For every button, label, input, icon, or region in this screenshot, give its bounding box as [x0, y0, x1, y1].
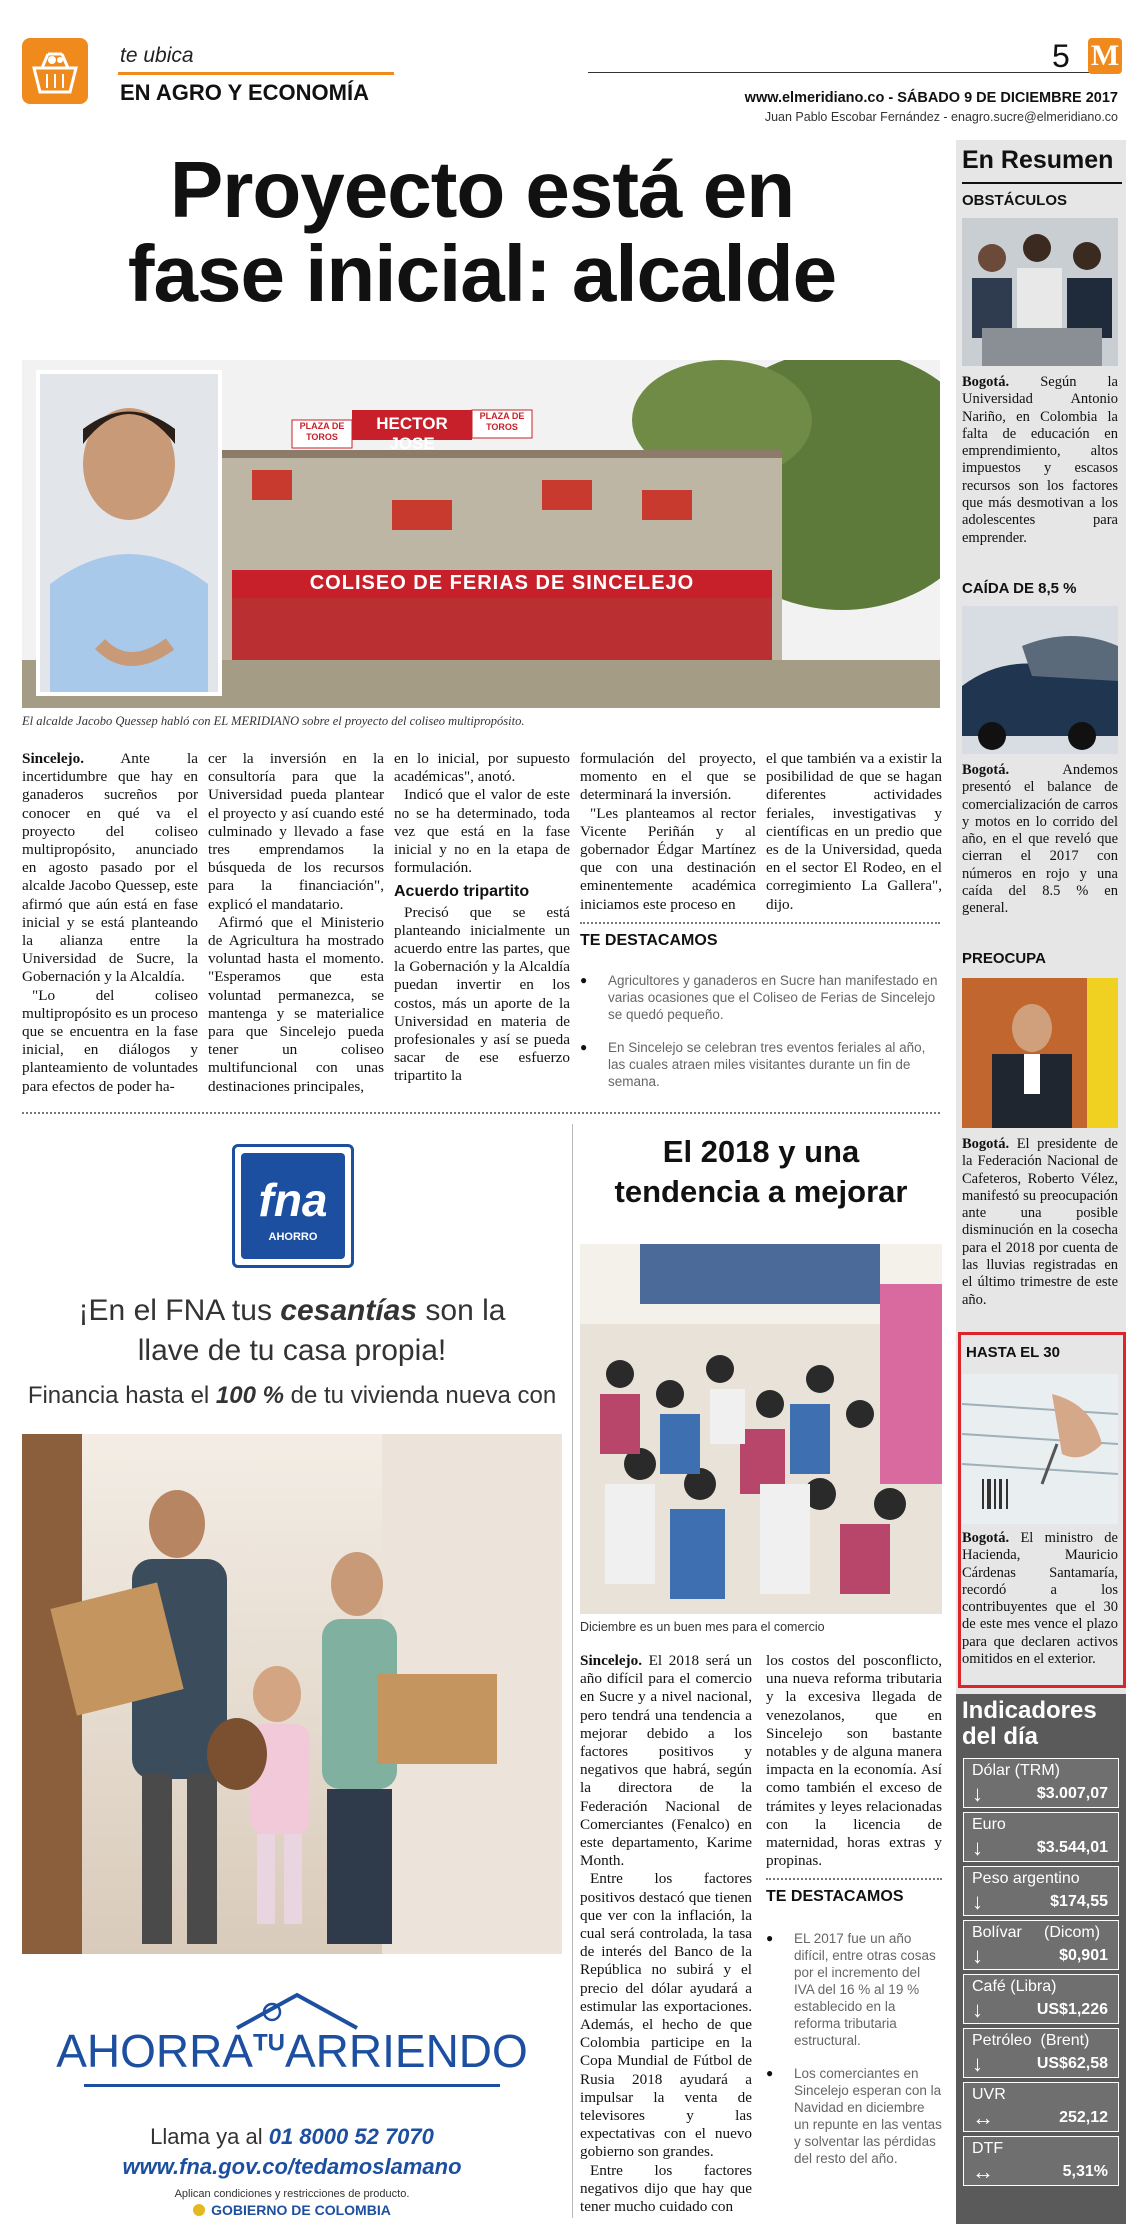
indicator-value: US$62,58 [1036, 2055, 1108, 2072]
section-logo [22, 38, 88, 104]
fna-brand-left: AHORRA [56, 2025, 253, 2077]
sidebar-item-lead: Bogotá. [962, 1136, 1010, 1152]
sidebar-title: En Resumen [962, 146, 1114, 174]
fna-phone-pre: Llama ya al [150, 2124, 269, 2149]
main-col1-p1-text: Ante la incertidumbre que hay en ganaderos sucreños por conocer en qué va el proyecto del coliseo multipropósito, anunciado en agosto pasado por el alcalde Jacobo Quessep, este afirmó que aún está en fase inicial y se está planteando la alianza entre la Universidad de Sucre, la Gobernación y la Alcaldía. [22, 750, 198, 986]
sign-plaza-left: PLAZA DE TOROS [299, 421, 345, 442]
sidebar-title-rule [962, 182, 1122, 184]
section-kicker: te ubica [120, 44, 194, 67]
main-col-1 [22, 750, 198, 1096]
main-headline [22, 145, 942, 318]
basket-icon [22, 38, 88, 104]
list-item: ● Los comerciantes en Sincelejo esperan con la Navidad en diciembre un repunte en las ventas y solventar las pérdidas del resto del año. [766, 2065, 942, 2167]
indicators-title [962, 1698, 1097, 1750]
main-destacamos-title: TE DESTACAMOS [580, 932, 718, 949]
list-item: ● Agricultores y ganaderos en Sucre han manifestado en varias ocasiones que el Coliseo de Ferias de Sincelejo se quedó pequeño. [580, 972, 940, 1023]
main-col2-p1: cer la inversión en la consultoría para que la Universidad pueda plantear el proyecto y así cuando esté culminado y llevado a fase tres emprendamos la búsqueda de los recursos para la financiación", explicó el mandatario. [208, 750, 384, 913]
family-illustration [22, 1434, 562, 1954]
cars-photo [962, 606, 1118, 754]
main-col3-subhead: Acuerdo tripartito [394, 883, 530, 901]
article2-destacamos-list [766, 1930, 942, 2183]
byline: Juan Pablo Escobar Fernández - enagro.sucre@elmeridiano.co [764, 110, 1118, 124]
indicators-title-line2: del día [962, 1723, 1039, 1750]
fna-line1 [22, 1294, 562, 1328]
fna-line3-post: de tu vivienda nueva con [283, 1382, 557, 1409]
fna-logo-sub: AHORRO [268, 1231, 318, 1243]
fna-conditions: Aplican condiciones y restricciones de producto. [174, 2188, 410, 2200]
sign-plaza-right: PLAZA DE TOROS [479, 411, 525, 432]
sign-coliseo: COLISEO DE FERIAS DE SINCELEJO [309, 572, 695, 594]
fna-logo-box [241, 1153, 345, 1259]
page-number: 5 [1052, 38, 1070, 74]
fna-url[interactable]: www.fna.gov.co/tedamoslamano [122, 2154, 462, 2179]
fna-line1-post: son la [417, 1294, 506, 1327]
sidebar-item-title: CAÍDA DE 8,5 % [962, 580, 1077, 597]
sidebar-item-text [962, 374, 1118, 547]
indicator-row [963, 1866, 1119, 1916]
main-col2-p2: Afirmó que el Ministerio de Agricultura ha mostrado voluntad hasta el momento. "Esperamos que esta voluntad permanezca, se mantenga y se materialice para que Sincelejo pueda tener un coliseo multifuncional con unas destinaciones principales, [208, 913, 384, 1095]
indicator-name: Petróleo (Brent) [972, 2032, 1090, 2049]
fna-brand-right: ARRIENDO [285, 2025, 528, 2077]
sidebar-item-body: Según la Universidad Antonio Nariño, en Colombia la falta de educación en emprendimiento, altos impuestos y escasos recursos son los factores que más desmotivan a los adolescentes para emprender. [962, 374, 1118, 546]
article2-col1-p1 [580, 1652, 752, 1870]
sidebar-item-title: OBSTÁCULOS [962, 192, 1067, 209]
indicator-name: Dólar (TRM) [972, 1762, 1060, 1779]
destacamos-rule-top [580, 922, 940, 924]
article2-destacamos-rule [766, 1878, 942, 1880]
gov-text: GOBIERNO DE COLOMBIA [211, 2202, 391, 2218]
main-col-4 [580, 750, 756, 914]
fna-logo-text: fna [258, 1174, 328, 1226]
indicator-name: UVR [972, 2086, 1006, 2103]
indicator-value: $174,55 [1050, 1893, 1108, 1910]
students-photo [962, 218, 1118, 366]
indicator-row [963, 1812, 1119, 1862]
down-arrow-icon: ↓ [972, 1835, 983, 1860]
site-date: www.elmeridiano.co - SÁBADO 9 DE DICIEMBRE 2017 [744, 90, 1118, 106]
article2-headline-line2: tendencia a mejorar [614, 1174, 908, 1209]
paper-logo-letter: M [1090, 39, 1120, 72]
sidebar-item-lead: Bogotá. [962, 1530, 1010, 1546]
fna-phone-num[interactable]: 01 8000 52 7070 [268, 2124, 434, 2149]
main-col1-lead: Sincelejo. [22, 750, 85, 767]
fna-line2: llave de tu casa propia! [137, 1334, 447, 1367]
article2-col1-p2: Entre los factores positivos destacó que tienen que ver con la inflación, la cual será controlada, la tasa de interés del Banco de la República no subirá y el precio del dólar ayudará a estimular las exportaciones. Además, el hecho de que Colombia participe en la Copa Mundial de Fútbol de Rusia 2018 ayudará a impulsar la venta de televisores y las expectativas con el nuevo gobierno son grandes. [580, 1870, 752, 2161]
fna-ad[interactable] [22, 1124, 562, 2214]
main-headline-line2: fase inicial: alcalde [127, 229, 837, 318]
indicator-value: 252,12 [1059, 2109, 1108, 2126]
main-col4-p2: "Les planteamos al rector Vicente Periñán y al gobernador Édgar Martínez que con una destinación eminentemente académica iniciamos este proceso en [580, 804, 756, 913]
family-photo [22, 1434, 562, 1954]
header-rule [588, 72, 1090, 73]
down-arrow-icon: ↓ [972, 1889, 983, 1914]
main-headline-line1: Proyecto está en [169, 145, 795, 234]
article2-col1-p3: Entre los factores negativos dijo que hay que tener mucho cuidado con [580, 2161, 752, 2216]
main-col3-p2: Indicó que el valor de este no se ha determinado, toda vez que está en la fase inicial y no en la etapa de formulación. [394, 786, 570, 877]
fna-brand-tu: TU [253, 2029, 285, 2057]
left-right-arrow-icon: ↔ [972, 2105, 994, 2130]
down-arrow-icon: ↓ [972, 1943, 983, 1968]
indicator-row [963, 2082, 1119, 2132]
indicator-value: 5,31% [1062, 2163, 1108, 2180]
indicators-title-line1: Indicadores [962, 1697, 1097, 1724]
indicator-row [963, 1920, 1119, 1970]
main-col1-p2: "Lo del coliseo multipropósito es un proceso que se encuentra en la fase inicial, en diálogos y planteamiento de voluntades para efectos de poder ha- [22, 986, 198, 1095]
left-right-arrow-icon: ↔ [972, 2159, 994, 2184]
indicator-name: Bolívar (Dicom) [972, 1924, 1101, 1941]
fna-logo [232, 1144, 354, 1268]
indicator-name: DTF [972, 2140, 1004, 2157]
section-rule [118, 72, 394, 75]
article2-col1-lead: Sincelejo. [580, 1652, 643, 1669]
list-item: ● En Sincelejo se celebran tres eventos feriales al año, las cuales atraen miles visitantes durante un fin de semana. [580, 1039, 940, 1090]
cafeteros-photo [962, 978, 1118, 1128]
ad-article-separator [572, 1124, 573, 2218]
article2-col1-p1-text: El 2018 será un año difícil para el comercio en Sucre y a nivel nacional, pero tendrá una tendencia a mejorar debido a los factores positivos y negativos que habrá, según la directora de la Federación Nacional de Comerciantes (Fenalco) en este departamento, Karime Month. [580, 1652, 752, 1870]
article2-col-1 [580, 1652, 752, 2216]
indicator-name: Peso argentino [972, 1870, 1080, 1887]
gov-footer [22, 2202, 562, 2218]
article2-col-2 [766, 1652, 942, 1870]
down-arrow-icon: ↓ [972, 1781, 983, 1806]
fna-line1-em: cesantías [280, 1294, 418, 1327]
indicator-row [963, 1758, 1119, 1808]
article2-headline-line1: El 2018 y una [662, 1134, 860, 1169]
article2-photo-caption: Diciembre es un buen mes para el comercio [580, 1620, 825, 1634]
fna-brand-underline [84, 2084, 500, 2087]
indicator-row [963, 1974, 1119, 2024]
sidebar-item-text [962, 762, 1118, 918]
main-col-3 [394, 750, 570, 1086]
article2-col2-p1: los costos del posconflicto, una nueva reforma tributaria y la excesiva llegada de venezolanos, que en Sincelejo son bastante notables y de alguna manera impacta en la economía. Así como también el exceso de trámites y leyes relacionadas con la licencia de maternidad, horas extras y propinas. [766, 1652, 942, 1870]
main-article-bottom-rule [22, 1112, 940, 1114]
indicator-row [963, 2028, 1119, 2078]
main-col-5 [766, 750, 942, 914]
article2-headline [580, 1132, 942, 1212]
indicator-name: Euro [972, 1816, 1006, 1833]
indicator-value: $3.544,01 [1036, 1839, 1108, 1856]
list-item: ● EL 2017 fue un año difícil, entre otras cosas por el incremento del IVA del 16 % al 19 % establecido en la reforma tributaria estructural. [766, 1930, 942, 2049]
main-col3-p3: Precisó que se está planteando inicialmente un acuerdo entre las partes, que la Gobernación y la Alcaldía puedan invertir en los costos, más un aporte de la Universidad en materia de profesionales y así se pueda sacar de ese esfuerzo tripartito la [394, 903, 570, 1085]
fna-line1-pre: ¡En el FNA tus [78, 1294, 281, 1327]
main-photo-caption: El alcalde Jacobo Quessep habló con EL MERIDIANO sobre el proyecto del coliseo multipropósito. [22, 714, 525, 728]
article2-destacamos-title: TE DESTACAMOS [766, 1888, 904, 1905]
market-photo [580, 1244, 942, 1614]
main-col1-p1 [22, 750, 198, 987]
sidebar-item-body: El ministro de Hacienda, Mauricio Cárdenas Santamaría, recordó a los contribuyentes que el 30 de este mes vence el plazo para que declaren activos omitidos en el exterior. [962, 1530, 1118, 1668]
section-title: EN AGRO Y ECONOMÍA [120, 80, 369, 105]
fna-brand [22, 2024, 562, 2078]
fna-line3-pre: Financia hasta el [27, 1382, 216, 1409]
sidebar-item-lead: Bogotá. [962, 374, 1010, 390]
sidebar-item-body: Andemos presentó el balance de comercialización de carros y motos en lo corrido del año, en el que reveló que cierran el 2017 con números en rojo y una caída del 8.5 % en general. [962, 762, 1118, 917]
main-col5-p1: el que también va a existir la posibilidad de que se hagan diferentes actividades feriales, investigativas y científicas en un predio que es de la Universidad, queda en el sector El Rodeo, en el corregimiento La Gallera", dijo. [766, 750, 942, 913]
sign-hector: HECTOR JOSE [376, 414, 448, 453]
mayor-illustration [40, 374, 218, 692]
paper-logo [1088, 38, 1122, 74]
down-arrow-icon: ↓ [972, 2051, 983, 2076]
main-col-2 [208, 750, 384, 1096]
sidebar-item-lead: Bogotá. [962, 762, 1010, 778]
tax-form-photo [962, 1374, 1118, 1524]
indicator-row [963, 2136, 1119, 2186]
fna-line3 [22, 1382, 562, 1410]
indicator-value: US$1,226 [1036, 2001, 1108, 2018]
sidebar-item-title: HASTA EL 30 [966, 1344, 1060, 1361]
fna-phone [22, 2124, 562, 2150]
market-illustration [580, 1244, 942, 1614]
main-col4-p1: formulación del proyecto, momento en el que se determinará la inversión. [580, 750, 756, 804]
main-destacamos-list [580, 972, 940, 1106]
sidebar-item-text [962, 1530, 1118, 1668]
sidebar-item-text [962, 1136, 1118, 1309]
gov-seal-icon [193, 2204, 205, 2216]
indicator-name: Café (Libra) [972, 1978, 1057, 1995]
down-arrow-icon: ↓ [972, 1997, 983, 2022]
fna-line3-em: 100 % [215, 1382, 284, 1409]
sidebar-item-body: El presidente de la Federación Nacional de Cafeteros, Roberto Vélez, manifestó su preocupación ante una posible disminución en la cosecha para el 2018 por cuenta de las lluvias registradas en el último trimestre de este año. [962, 1136, 1118, 1308]
mayor-portrait [36, 370, 222, 696]
main-col3-p1: en lo inicial, por supuesto académicas", anotó. [394, 750, 570, 786]
indicator-value: $0,901 [1059, 1947, 1108, 1964]
indicator-value: $3.007,07 [1036, 1785, 1108, 1802]
sidebar-item-title: PREOCUPA [962, 950, 1046, 967]
